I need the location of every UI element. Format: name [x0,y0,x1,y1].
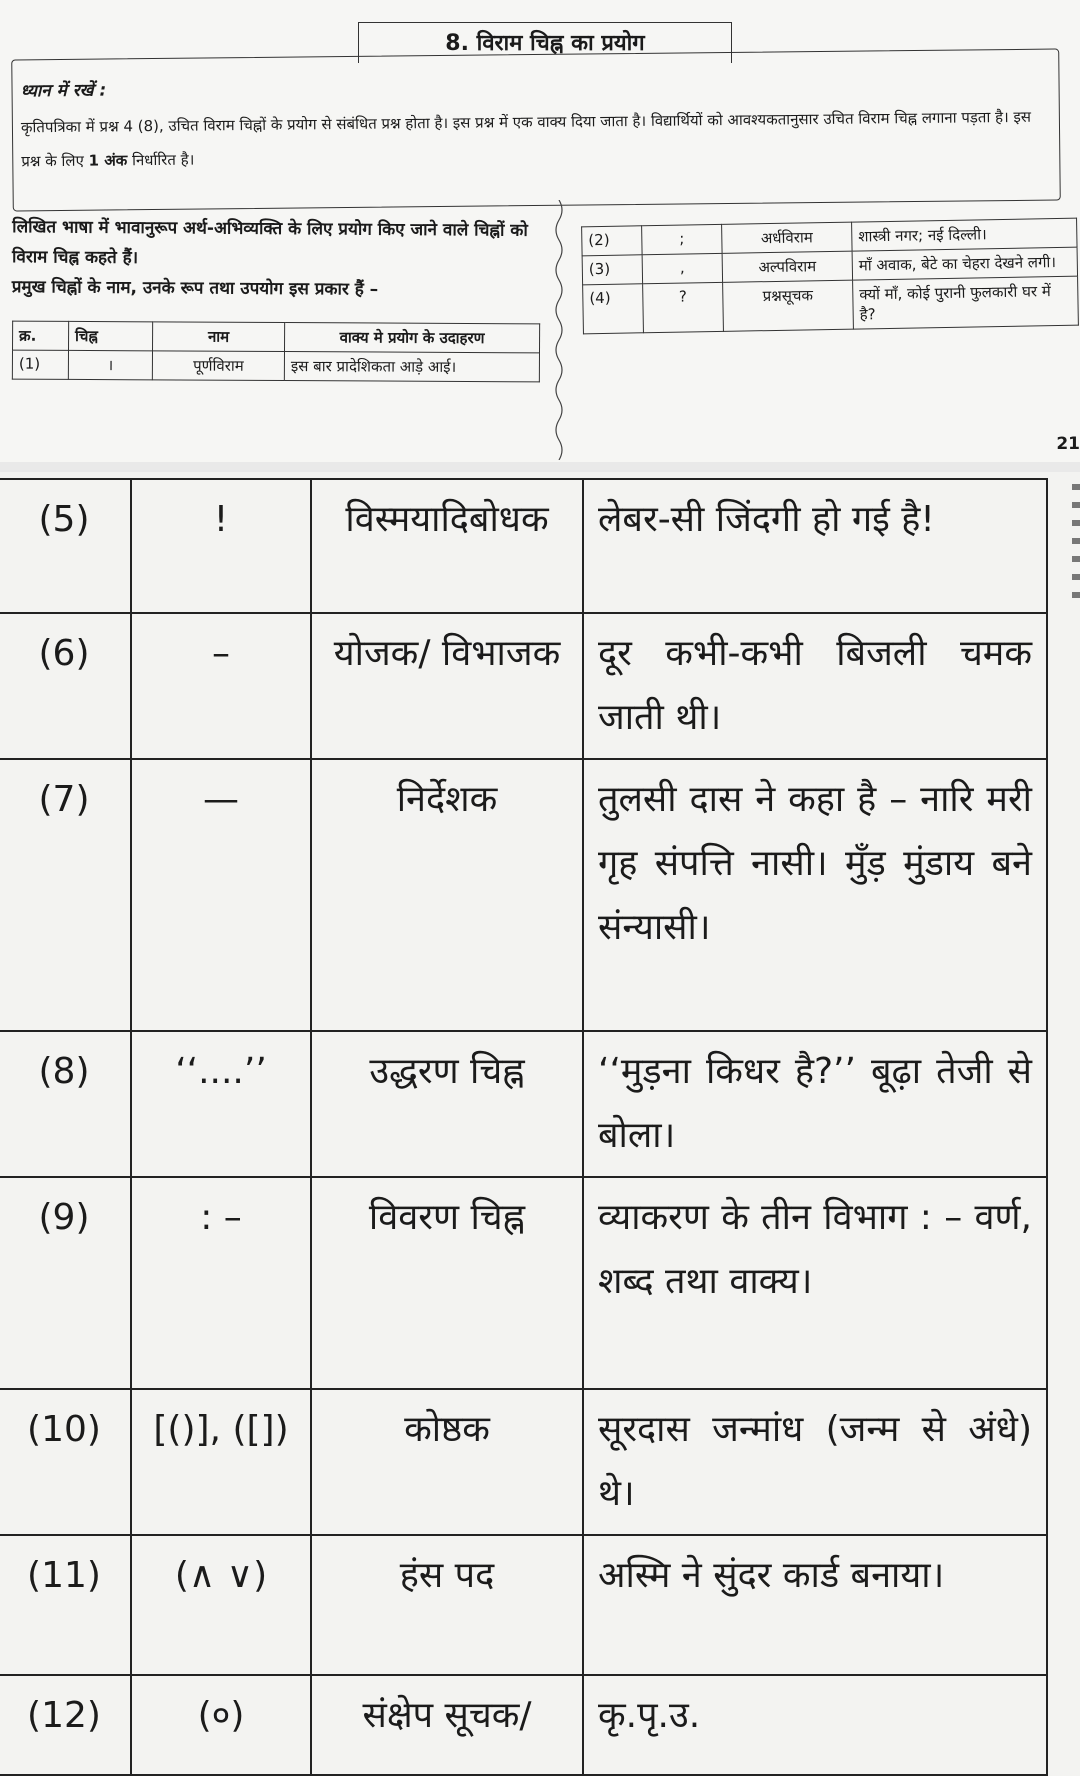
table-row [0,1389,1047,1535]
row-name: संक्षेप सूचक/ [311,1675,583,1775]
row-number: (3) [582,255,642,285]
note-box [11,49,1061,212]
row-example: लेबर-सी जिंदगी हो गई है! [583,479,1047,613]
row-sign: ? [643,282,724,332]
header-sign: चिह्न [69,321,153,350]
row-example: अस्मि ने सुंदर कार्ड बनाया। [583,1535,1047,1675]
row-sign: । [68,350,152,379]
row-example: तुलसी दास ने कहा है – नारि मरी गृह संपत्ति नासी। मुँड़ मुंडाय बने संन्यासी। [583,759,1047,1031]
row-name: कोष्ठक [311,1389,583,1535]
row-sign: [()], ([]) [131,1389,311,1535]
row-sign: : – [131,1177,311,1389]
row-number: (6) [0,613,131,759]
row-name: उद्धरण चिह्न [311,1031,583,1177]
row-number: (2) [582,226,642,256]
row-name: अल्पविराम [722,251,852,282]
row-sign: (०) [131,1675,311,1775]
page-edge-marks [1072,484,1080,604]
row-name: विस्मयादिबोधक [311,479,583,613]
row-example: ‘‘मुड़ना किधर है?’’ बूढ़ा तेजी से बोला। [583,1031,1047,1177]
row-name: हंस पद [311,1535,583,1675]
row-number: (7) [0,759,131,1031]
row-name: प्रश्नसूचक [723,280,854,331]
punctuation-table-continued [0,478,1048,1776]
chapter-title: 8. विराम चिह्न का प्रयोग [358,22,732,63]
row-sign: ; [642,224,722,254]
row-name: अर्धविराम [722,222,852,253]
row-example: दूर कभी-कभी बिजली चमक जाती थी। [583,613,1047,759]
note-text-start: कृतिपत्रिका में प्रश्न 4 (8), उचित विराम चिह्नों के प्रयोग से संबंधित प्रश्न होता है। इस प्रश्न में एक वाक्य दिया जाता है। विद्यार्थियों को आवश्यकतानुसार उचित विराम चिह्न लगाना पड़ता है। इस प्रश्न के लिए [20,107,1032,171]
table-row [12,350,539,382]
table-row [0,1675,1047,1775]
row-sign: ‘‘....’’ [131,1031,311,1177]
header-serial: क्र. [13,321,69,350]
row-sign: (∧ ∨) [131,1535,311,1675]
table-row [0,613,1047,759]
row-number: (9) [0,1177,131,1389]
row-example: सूरदास जन्मांध (जन्म से अंधे) थे। [583,1389,1047,1535]
table-row [0,1177,1047,1389]
table-row [0,759,1047,1031]
row-example: शास्त्री नगर; नई दिल्ली। [852,218,1077,251]
row-sign: , [642,253,722,283]
intro-lead: प्रमुख चिह्नों के नाम, उनके रूप तथा उपयोग इस प्रकार हैं – [11,277,379,300]
top-page-photo [0,0,1080,468]
row-number: (12) [0,1675,131,1775]
row-example: कृ.पृ.उ. [583,1675,1047,1775]
table-row [583,276,1079,334]
row-example: क्यों माँ, कोई पुरानी फुलकारी घर में है? [853,276,1079,329]
header-name: नाम [153,322,285,352]
row-example: इस बार प्रादेशिकता आड़े आई। [284,352,539,382]
row-name: विवरण चिह्न [311,1177,583,1389]
row-number: (11) [0,1535,131,1675]
row-sign: — [131,759,311,1031]
row-sign: ! [131,479,311,613]
intro-definition: लिखित भाषा में भावानुरूप अर्थ-अभिव्यक्ति के लिए प्रयोग किए जाने वाले चिह्नों को विराम चिह्न कहते हैं। [11,217,528,269]
punctuation-table-right [581,218,1079,335]
row-number: (8) [0,1031,131,1177]
row-number: (4) [583,284,644,334]
note-heading: ध्यान में रखें : [20,80,107,102]
row-name: निर्देशक [311,759,583,1031]
row-sign: – [131,613,311,759]
row-example: व्याकरण के तीन विभाग : – वर्ण, शब्द तथा वाक्य। [583,1177,1047,1389]
page-fold-curl [552,200,566,460]
table-row [0,479,1047,613]
row-name: योजक/ विभाजक [311,613,583,759]
row-number: (5) [0,479,131,613]
note-text [21,100,1048,179]
row-example: माँ अवाक, बेटे का चेहरा देखने लगी। [852,247,1077,280]
intro-text [12,212,541,306]
note-marks: 1 अंक [88,151,128,170]
note-text-end: निर्धारित है। [127,150,195,170]
row-name: पूर्णविराम [152,351,284,381]
table-header-row [13,321,540,353]
page-number: 21 [1056,434,1080,454]
row-number: (1) [12,350,68,379]
table-row [0,1031,1047,1177]
header-example: वाक्य मे प्रयोग के उदाहरण [284,323,539,353]
row-number: (10) [0,1389,131,1535]
table-row [0,1535,1047,1675]
photo-divider [0,462,1080,472]
punctuation-table-left [12,321,540,383]
